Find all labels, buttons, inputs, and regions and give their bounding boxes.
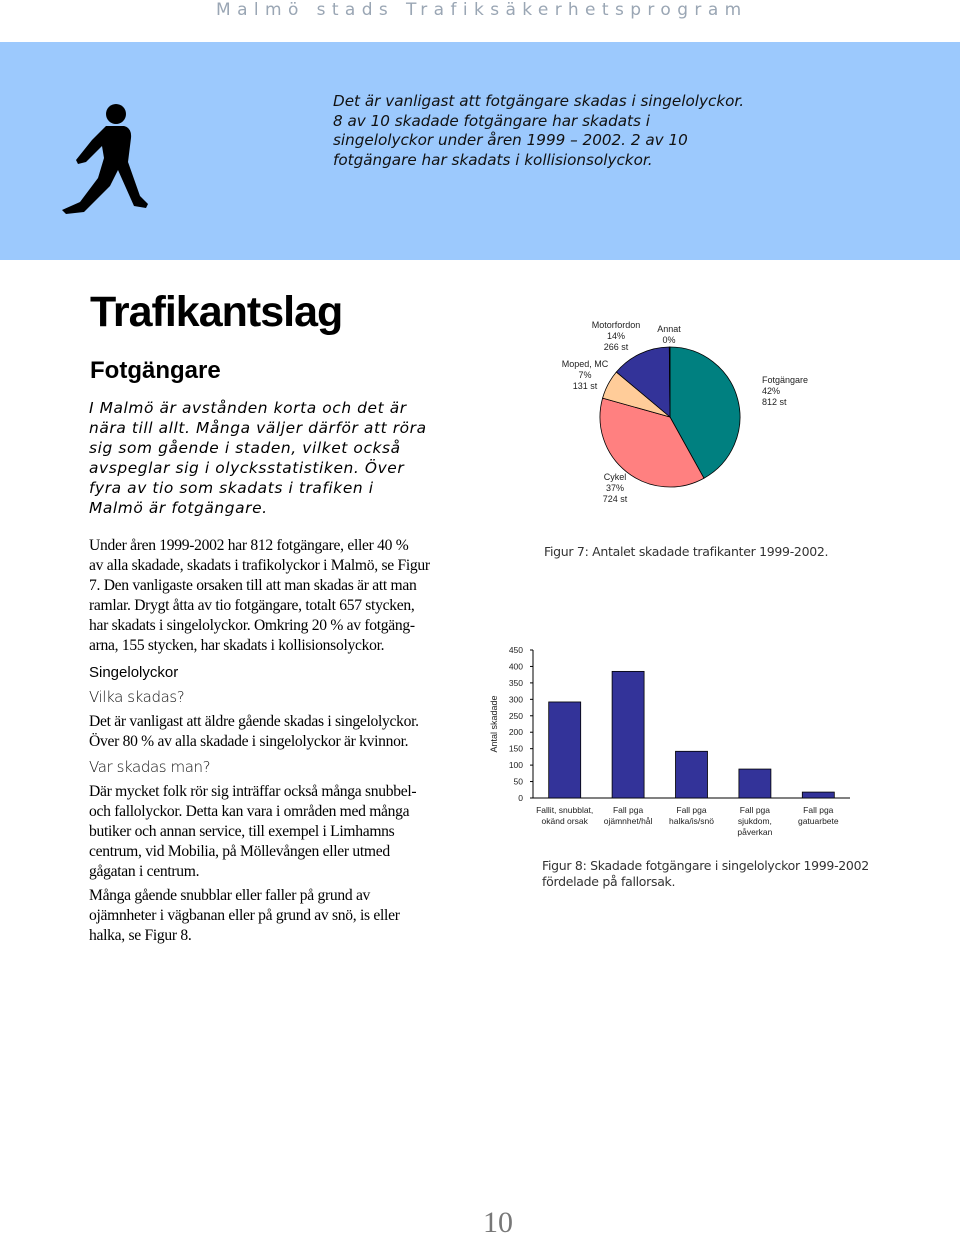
body-line: 7. Den vanligaste orsaken till att man skadas är att man <box>89 577 417 594</box>
y-axis-label: Antal skadade <box>489 695 499 753</box>
x-tick-label-4: Fall pga gatuarbete <box>797 805 839 826</box>
x-tick-label-2: Fall pga halka/is/snö <box>669 805 714 826</box>
x-tick-label-3: Fall pga sjukdom, påverkan <box>737 805 773 837</box>
caption-line: fördelade på fallorsak. <box>542 874 676 889</box>
banner-text <box>333 92 793 170</box>
page-title: Trafikantslag <box>90 288 343 336</box>
bar-3 <box>739 769 771 798</box>
subsection-title: Singelolyckor <box>89 664 179 681</box>
intro-line: Malmö är fotgängare. <box>89 499 268 517</box>
body-line: ojämnheter i vägbanan eller på grund av snö, is eller <box>89 907 400 924</box>
body-line: Under åren 1999-2002 har 812 fotgängare, eller 40 % <box>89 537 409 554</box>
intro-line: sig som gående i staden, vilket också <box>89 439 401 457</box>
pedestrian-icon <box>58 104 150 218</box>
y-tick-label: 100 <box>508 760 523 771</box>
pie-label-1: Cykel 37% 724 st <box>602 472 628 504</box>
running-head: Malmö stads Trafiksäkerhetsprogram <box>216 0 748 20</box>
y-tick-label: 350 <box>508 677 523 688</box>
bar-0 <box>549 702 581 798</box>
body-line: av alla skadade, skadats i trafikolyckor i Malmö, se Figur <box>89 557 430 574</box>
banner-line: singelolyckor under åren 1999 – 2002. 2 av 10 <box>333 131 688 149</box>
bar-1 <box>612 671 644 798</box>
bar-4 <box>802 792 834 798</box>
bar-2 <box>676 751 708 798</box>
banner-line: 8 av 10 skadade fotgängare har skadats i <box>333 111 650 130</box>
body-line: arna, 155 stycken, har skadats i kollisionsolyckor. <box>89 637 385 654</box>
y-tick-label: 150 <box>508 743 523 754</box>
x-tick-label-1: Fall pga ojämnhet/hål <box>603 805 653 826</box>
banner-line: fotgängare har skadats i kollisionsolyckor. <box>333 150 653 169</box>
intro-text <box>89 398 469 518</box>
banner-line: Det är vanligast att fotgängare skadas i singelolyckor. <box>333 92 745 110</box>
x-tick-label-0: Fallit, snubblat, okänd orsak <box>536 805 594 826</box>
y-tick-label: 400 <box>508 661 523 672</box>
question-heading: Vilka skadas? <box>89 688 185 706</box>
body-line: och fallolyckor. Detta kan vara i områden med många <box>89 803 410 820</box>
body-paragraph-1 <box>89 536 459 656</box>
pie-label-2: Moped, MC 7% 131 st <box>561 359 609 391</box>
pie-label-0: Fotgängare 42% 812 st <box>762 375 809 407</box>
y-tick-label: 300 <box>508 694 523 705</box>
y-tick-label: 50 <box>513 776 523 787</box>
body-line: Där mycket folk rör sig inträffar också många snubbel- <box>89 783 417 800</box>
body-line: har skadats i singelolyckor. Omkring 20 % av fotgäng- <box>89 617 415 634</box>
body-line: gågatan i centrum. <box>89 863 200 880</box>
intro-line: avspeglar sig i olycksstatistiken. Över <box>89 459 405 477</box>
body-line: Över 80 % av alla skadade i singelolyckor är kvinnor. <box>89 733 409 750</box>
pie-label-3: Motorfordon 14% 266 st <box>591 320 641 352</box>
body-line: Det är vanligast att äldre gående skadas i singelolyckor. <box>89 713 419 730</box>
intro-line: I Malmö är avstånden korta och det är <box>89 399 407 417</box>
body-line: Många gående snubblar eller faller på grund av <box>89 887 371 904</box>
y-tick-label: 450 <box>508 645 523 655</box>
y-tick-label: 250 <box>508 710 523 721</box>
body-line: ramlar. Drygt åtta av tio fotgängare, totalt 657 stycken, <box>89 597 415 614</box>
pie-chart <box>540 315 809 515</box>
pie-label-4: Annat 0% <box>657 324 681 345</box>
caption-line: Figur 8: Skadade fotgängare i singelolyckor 1999-2002 <box>542 858 869 873</box>
figure-8-caption <box>542 858 869 890</box>
body-paragraph-3 <box>89 782 459 882</box>
bar-chart <box>480 635 860 845</box>
body-line: centrum, vid Mobilia, på Möllevången eller utmed <box>89 843 390 860</box>
y-tick-label: 0 <box>518 793 523 803</box>
figure-7-caption: Figur 7: Antalet skadade trafikanter 1999-2002. <box>544 544 829 559</box>
intro-line: fyra av tio som skadats i trafiken i <box>89 479 374 497</box>
body-line: halka, se Figur 8. <box>89 927 192 944</box>
question-heading: Var skadas man? <box>89 758 211 776</box>
body-line: butiker och annan service, till exempel i Limhamns <box>89 823 395 840</box>
page-number: 10 <box>483 1206 513 1239</box>
y-tick-label: 200 <box>508 727 523 738</box>
body-paragraph-2 <box>89 712 459 752</box>
intro-line: nära till allt. Många väljer därför att röra <box>89 419 427 437</box>
body-paragraph-4 <box>89 886 459 946</box>
section-title: Fotgängare <box>90 357 221 384</box>
